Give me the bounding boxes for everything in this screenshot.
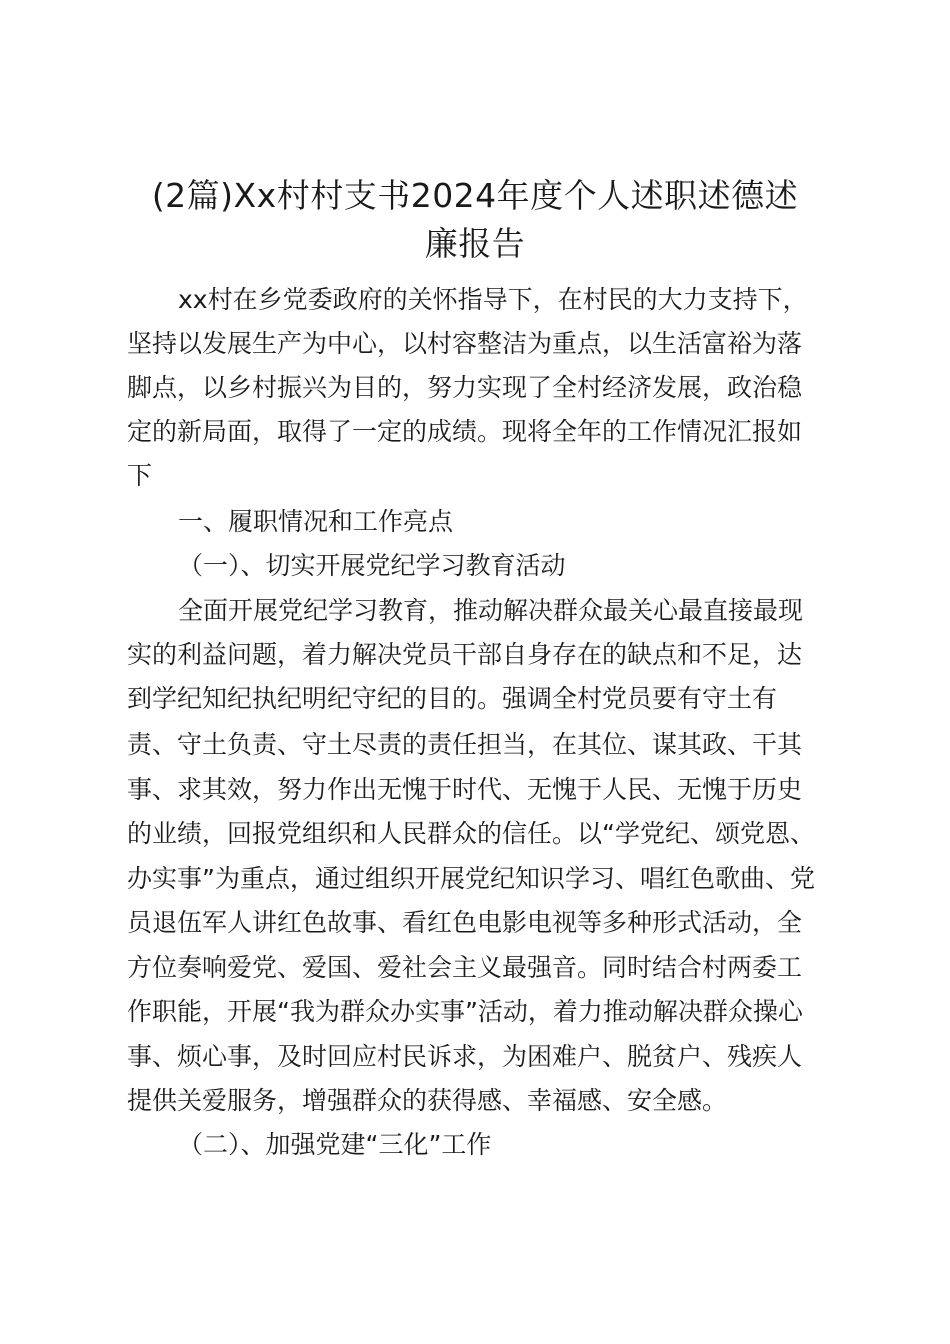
body-line: 责、守土负责、守土尽责的责任担当，在其位、谋其政、干其 (127, 730, 803, 759)
body-line: xx村在乡党委政府的关怀指导下，在村民的大力支持下， (178, 285, 808, 314)
body-line: 定的新局面，取得了一定的成绩。现将全年的工作情况汇报如 (127, 417, 803, 446)
body-line: 下 (127, 461, 153, 490)
body-line: 实的利益问题，着力解决党员干部自身存在的缺点和不足，达 (127, 640, 803, 669)
body-line: 坚持以发展生产为中心，以村容整洁为重点，以生活富裕为落 (127, 329, 803, 358)
body-line: 作职能，开展“我为群众办实事”活动，着力推动解决群众操心 (127, 997, 803, 1026)
body-line: 事、烦心事，及时回应村民诉求，为困难户、脱贫户、残疾人 (127, 1042, 803, 1071)
body-line: 员退伍军人讲红色故事、看红色电影电视等多种形式活动，全 (127, 908, 803, 937)
title-line: (2篇)Xx村村支书2024年度个人述职述德述 (151, 176, 799, 215)
body-line: 事、求其效，努力作出无愧于时代、无愧于人民、无愧于历史 (127, 775, 803, 804)
body-line: 办实事”为重点，通过组织开展党纪知识学习、唱红色歌曲、党 (127, 864, 815, 893)
subsection-heading: （二）、加强党建“三化”工作 (178, 1130, 492, 1159)
body-line: 提供关爱服务，增强群众的获得感、幸福感、安全感。 (127, 1086, 728, 1115)
body-line: 脚点，以乡村振兴为目的，努力实现了全村经济发展，政治稳 (127, 373, 803, 402)
body-line: 到学纪知纪执纪明纪守纪的目的。强调全村党员要有守土有 (127, 684, 778, 713)
section-heading: 一、履职情况和工作亮点 (178, 507, 454, 536)
body-line: 的业绩，回报党组织和人民群众的信任。以“学党纪、颂党恩、 (127, 819, 815, 848)
subsection-heading: （一）、切实开展党纪学习教育活动 (178, 551, 566, 580)
body-line: 方位奏响爱党、爱国、爱社会主义最强音。同时结合村两委工 (127, 953, 803, 982)
title-line: 廉报告 (424, 224, 526, 263)
document-title (118, 172, 832, 268)
body-line: 全面开展党纪学习教育，推动解决群众最关心最直接最现 (178, 596, 804, 625)
